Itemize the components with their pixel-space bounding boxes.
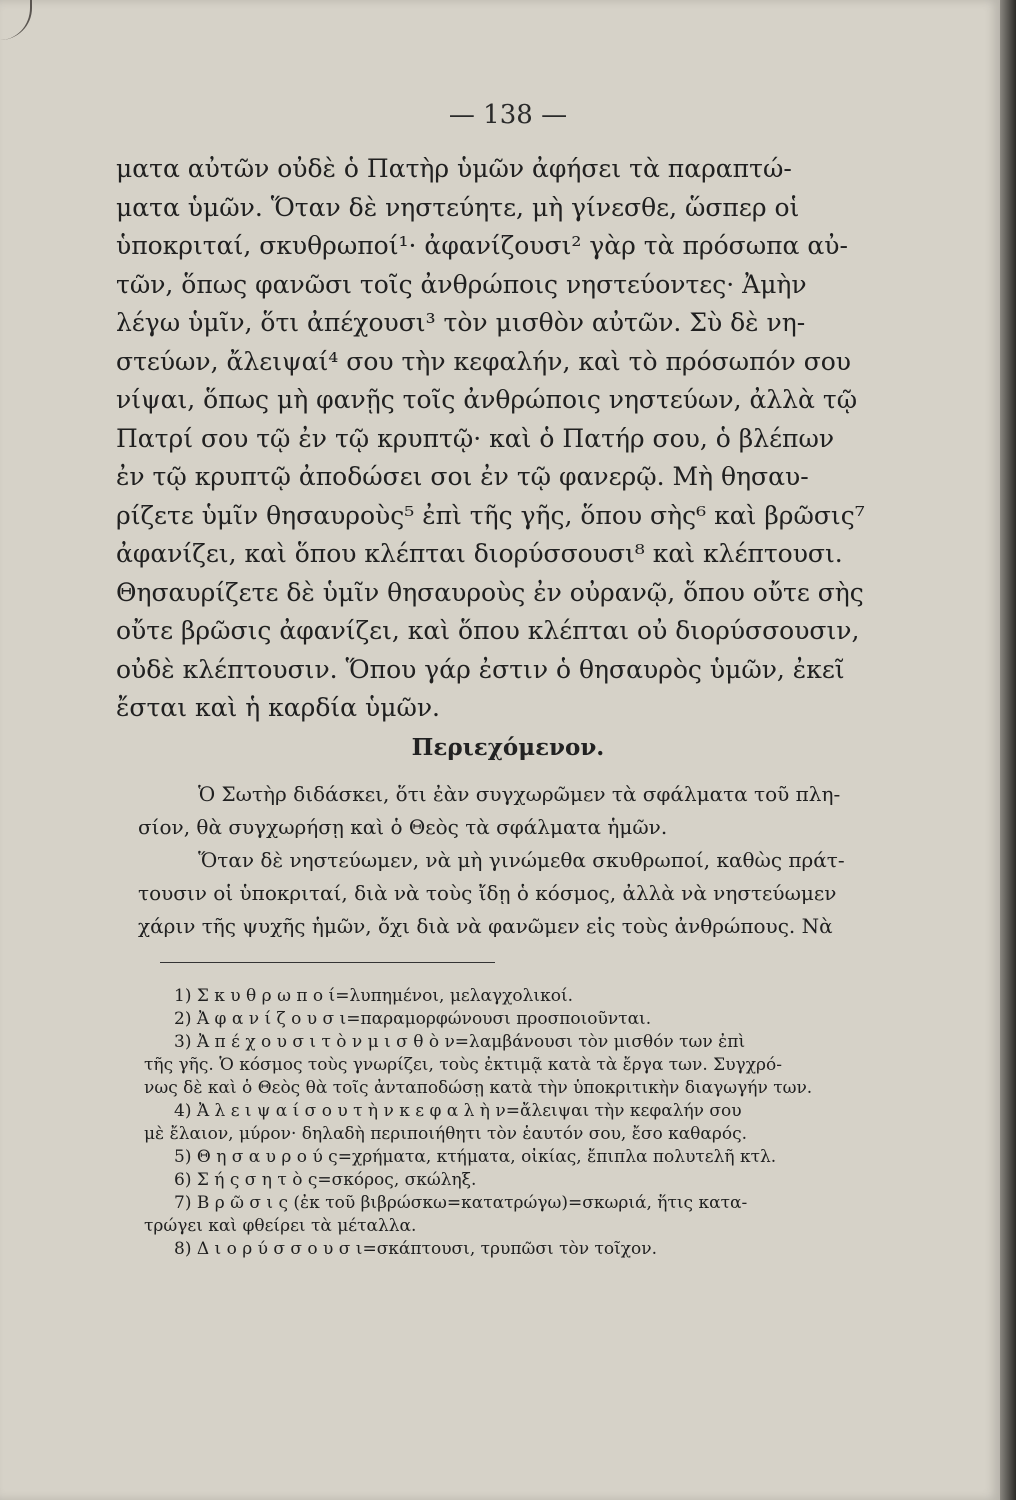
text-line: νίψαι, ὅπως μὴ φανῇς τοῖς ἀνθρώποις νηστεύων, ἀλλὰ τῷ xyxy=(116,385,858,414)
text-line: στεύων, ἄλειψαί⁴ σου τὴν κεφαλήν, καὶ τὸ πρόσωπόν σου xyxy=(116,346,852,376)
summary-line: Ὅταν δὲ νηστεύωμεν, νὰ μὴ γινώμεθα σκυθρωποί, καθὼς πράτ- xyxy=(198,848,845,872)
page-corner-mark xyxy=(0,0,32,40)
footnote-divider xyxy=(160,962,495,963)
text-line: ἔσται καὶ ἡ καρδία ὑμῶν. xyxy=(116,693,440,722)
text-line: ἐν τῷ κρυπτῷ ἀποδώσει σοι ἐν τῷ φανερῷ. Μὴ θησαυ- xyxy=(116,462,809,491)
footnotes-block xyxy=(144,985,934,1261)
text-line: ματα ὑμῶν. Ὅταν δὲ νηστεύητε, μὴ γίνεσθε, ὥσπερ οἱ xyxy=(116,192,800,222)
summary-line: Ὁ Σωτὴρ διδάσκει, ὅτι ἐὰν συγχωρῶμεν τὰ σφάλματα τοῦ πλη- xyxy=(198,782,841,806)
footnote-line: 1) Σ κ υ θ ρ ω π ο ί=λυπημένοι, μελαγχολικοί. xyxy=(174,986,574,1006)
book-spine-shadow xyxy=(1000,0,1016,1500)
footnote-line: 4) Ἀ λ ε ι ψ α ί σ ο υ τ ὴ ν κ ε φ α λ ὴ ν=ἄλειψαι τὴν κεφαλήν σου xyxy=(174,1101,742,1121)
footnote-line: 2) Ἀ φ α ν ί ζ ο υ σ ι=παραμορφώνουσι προσποιοῦνται. xyxy=(174,1009,652,1029)
text-line: τῶν, ὅπως φανῶσι τοῖς ἀνθρώποις νηστεύοντες· Ἀμὴν xyxy=(116,269,807,299)
summary-block xyxy=(138,778,938,943)
summary-line: σίον, θὰ συγχωρήσῃ καὶ ὁ Θεὸς τὰ σφάλματα ἡμῶν. xyxy=(138,815,668,839)
footnote-line: 7) Β ρ ῶ σ ι ς (ἐκ τοῦ βιβρώσκω=κατατρώγω)=σκωριά, ἥτις κατα- xyxy=(174,1193,748,1213)
footnote-line: 6) Σ ή ς σ η τ ὸ ς=σκόρος, σκώληξ. xyxy=(174,1170,477,1190)
text-line: λέγω ὑμῖν, ὅτι ἀπέχουσι³ τὸν μισθὸν αὐτῶν. Σὺ δὲ νη- xyxy=(116,308,806,337)
text-line: ἀφανίζει, καὶ ὅπου κλέπται διορύσσουσι⁸ καὶ κλέπτουσι. xyxy=(116,539,843,568)
text-line: οὔτε βρῶσις ἀφανίζει, καὶ ὅπου κλέπται οὐ διορύσσουσιν, xyxy=(116,616,860,645)
footnote-line: νως δὲ καὶ ὁ Θεὸς θὰ τοῖς ἀνταποδώσῃ κατὰ τὴν ὑποκριτικὴν διαγωγήν των. xyxy=(144,1078,813,1098)
summary-line: τουσιν οἱ ὑποκριταί, διὰ νὰ τοὺς ἴδῃ ὁ κόσμος, ἀλλὰ νὰ νηστεύωμεν xyxy=(138,881,837,905)
section-heading: Περιεχόμενον. xyxy=(411,734,605,761)
summary-line: χάριν τῆς ψυχῆς ἡμῶν, ὄχι διὰ νὰ φανῶμεν εἰς τοὺς ἀνθρώπους. Νὰ xyxy=(138,914,833,938)
footnote-line: τρώγει καὶ φθείρει τὰ μέταλλα. xyxy=(144,1216,417,1236)
text-line: ὑποκριταί, σκυθρωποί¹· ἀφανίζουσι² γὰρ τὰ πρόσωπα αὐ- xyxy=(116,231,848,260)
main-text-block xyxy=(116,150,936,728)
text-line: Πατρί σου τῷ ἐν τῷ κρυπτῷ· καὶ ὁ Πατήρ σου, ὁ βλέπων xyxy=(116,423,835,453)
text-line: Θησαυρίζετε δὲ ὑμῖν θησαυροὺς ἐν οὐρανῷ, ὅπου οὔτε σὴς xyxy=(116,577,864,607)
footnote-line: 8) Δ ι ο ρ ύ σ σ ο υ σ ι=σκάπτουσι, τρυπῶσι τὸν τοῖχον. xyxy=(174,1239,658,1259)
footnote-line: μὲ ἔλαιον, μύρον· δηλαδὴ περιποιήθητι τὸν ἑαυτόν σου, ἔσο καθαρός. xyxy=(144,1124,748,1144)
footnote-line: 5) Θ η σ α υ ρ ο ύ ς=χρήματα, κτήματα, οἰκίας, ἔπιπλα πολυτελῆ κτλ. xyxy=(174,1147,777,1167)
text-line: οὐδὲ κλέπτουσιν. Ὅπου γάρ ἐστιν ὁ θησαυρὸς ὑμῶν, ἐκεῖ xyxy=(116,654,845,684)
footnote-line: 3) Ἀ π έ χ ο υ σ ι τ ὸ ν μ ι σ θ ὸ ν=λαμβάνουσι τὸν μισθόν των ἐπὶ xyxy=(174,1032,746,1052)
page-number: — 138 — xyxy=(448,100,568,130)
text-line: ματα αὐτῶν οὐδὲ ὁ Πατὴρ ὑμῶν ἀφήσει τὰ παραπτώ- xyxy=(116,154,792,183)
text-line: ρίζετε ὑμῖν θησαυροὺς⁵ ἐπὶ τῆς γῆς, ὅπου σὴς⁶ καὶ βρῶσις⁷ xyxy=(116,500,865,530)
footnote-line: τῆς γῆς. Ὁ κόσμος τοὺς γνωρίζει, τοὺς ἐκτιμᾷ κατὰ τὰ ἔργα των. Συγχρό- xyxy=(144,1055,782,1075)
